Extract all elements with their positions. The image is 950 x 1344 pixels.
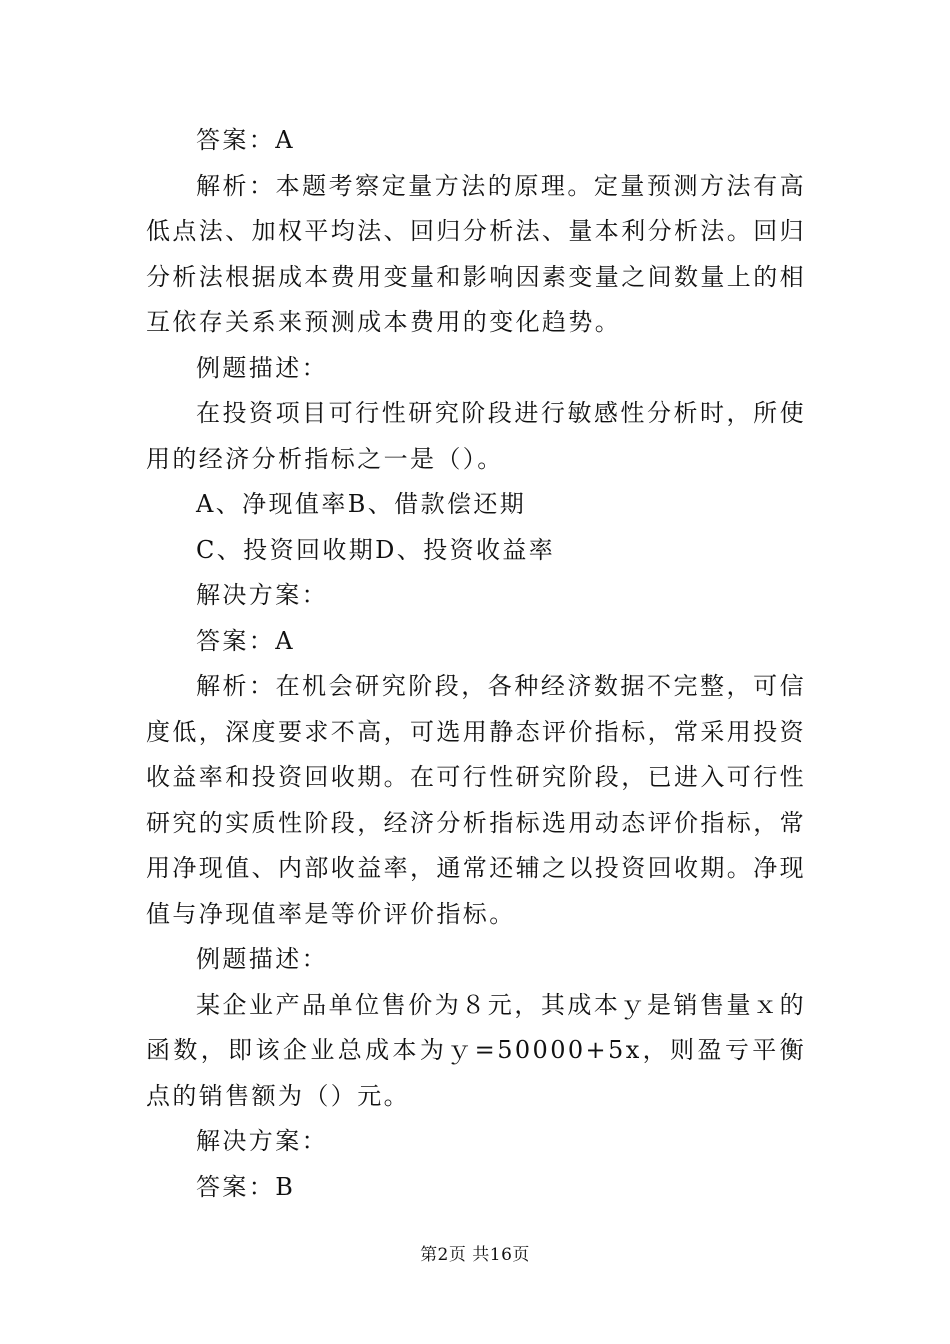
- example-heading: 例题描述：: [196, 353, 328, 382]
- option-line: A、净现值率B、借款偿还期: [196, 490, 527, 518]
- answer-paragraph: 答案：B: [196, 1172, 296, 1201]
- question-paragraph: 某企业产品单位售价为８元，其成本ｙ是销售量ｘ的函数，即该企业总成本为ｙ=50000+5x，则盈亏平衡点的销售额为（）元。: [146, 990, 806, 1110]
- document-body: [146, 118, 806, 1210]
- analysis-paragraph: 解析：本题考察定量方法的原理。定量预测方法有高低点法、加权平均法、回归分析法、量本利分析法。回归分析法根据成本费用变量和影响因素变量之间数量上的相互依存关系来预测成本费用的变化趋势。: [146, 171, 806, 336]
- answer-paragraph: 答案：A: [196, 126, 295, 154]
- example-heading: 例题描述：: [196, 945, 328, 973]
- question-paragraph: 在投资项目可行性研究阶段进行敏感性分析时，所使用的经济分析指标之一是（）。: [146, 399, 806, 473]
- page-number-footer: 第2页 共16页: [420, 1245, 530, 1265]
- analysis-paragraph: 解析：在机会研究阶段，各种经济数据不完整，可信度低，深度要求不高，可选用静态评价指标，常采用投资收益率和投资回收期。在可行性研究阶段，已进入可行性研究的实质性阶段，经济分析指标选用动态评价指标，常用净现值、内部收益率，通常还辅之以投资回收期。净现值与净现值率是等价评价指标。: [146, 672, 806, 928]
- solution-heading: 解决方案：: [196, 581, 328, 609]
- answer-paragraph: 答案：A: [196, 626, 295, 655]
- solution-heading: 解决方案：: [196, 1127, 328, 1155]
- option-line: C、投资回收期D、投资收益率: [196, 535, 556, 564]
